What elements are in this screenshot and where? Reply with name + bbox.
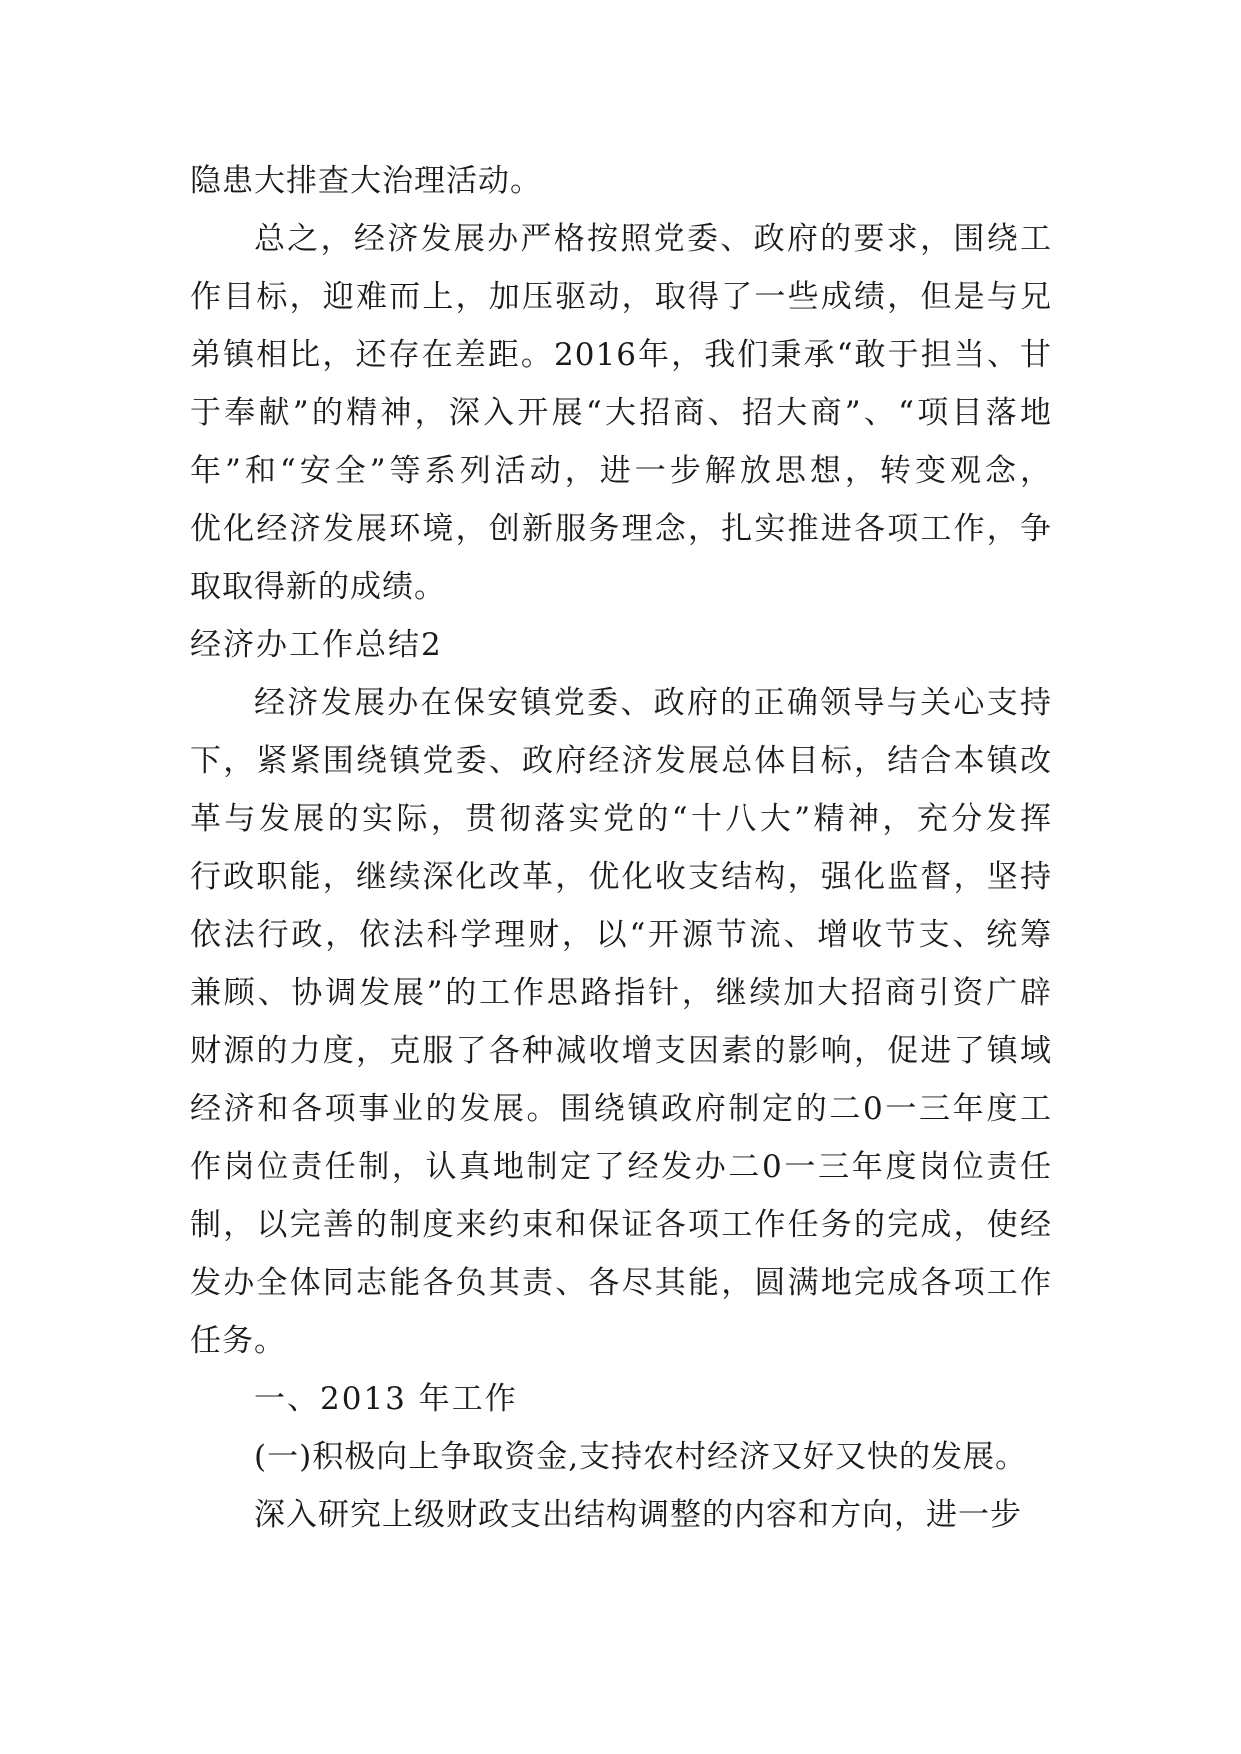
text-line: 任务。 — [190, 1323, 286, 1359]
text-line: 依法行政，依法科学理财，以“开源节流、增收节支、统筹 — [190, 917, 1052, 953]
text-line: 经济发展办在保安镇党委、政府的正确领导与关心支持 — [254, 685, 1052, 721]
text-line: 行政职能，继续深化改革，优化收支结构，强化监督，坚持 — [190, 859, 1052, 895]
text-line: 于奉献”的精神，深入开展“大招商、招大商”、“项目落地 — [190, 395, 1052, 431]
text-line: 经济和各项事业的发展。围绕镇政府制定的二0一三年度工 — [190, 1091, 1052, 1127]
text-line: 经济办工作总结2 — [190, 627, 443, 663]
paragraph-research — [190, 1486, 1052, 1544]
text-line: 隐患大排查大治理活动。 — [190, 163, 542, 199]
section-title — [190, 616, 1052, 674]
text-line: 优化经济发展环境，创新服务理念，扎实推进各项工作，争 — [190, 511, 1052, 547]
text-line: 作岗位责任制，认真地制定了经发办二0一三年度岗位责任 — [190, 1149, 1052, 1185]
text-line: 深入研究上级财政支出结构调整的内容和方向，进一步 — [254, 1497, 1022, 1533]
text-line: 总之，经济发展办严格按照党委、政府的要求，围绕工 — [254, 221, 1052, 257]
text-line: (一)积极向上争取资金,支持农村经济又好又快的发展。 — [254, 1439, 1028, 1475]
text-line: 发办全体同志能各负其责、各尽其能，圆满地完成各项工作 — [190, 1265, 1052, 1301]
text-line: 一、2013 年工作 — [254, 1381, 518, 1417]
paragraph-summary — [190, 210, 1052, 616]
text-line: 兼顾、协调发展”的工作思路指针，继续加大招商引资广辟 — [190, 975, 1052, 1011]
subheading-funding — [190, 1428, 1052, 1486]
text-line: 财源的力度，克服了各种减收增支因素的影响，促进了镇域 — [190, 1033, 1052, 1069]
text-line: 作目标，迎难而上，加压驱动，取得了一些成绩，但是与兄 — [190, 279, 1052, 315]
document-page — [190, 152, 1052, 1544]
subheading-2013-work — [190, 1370, 1052, 1428]
text-line: 下，紧紧围绕镇党委、政府经济发展总体目标，结合本镇改 — [190, 743, 1052, 779]
text-line: 弟镇相比，还存在差距。2016年，我们秉承“敢于担当、甘 — [190, 337, 1052, 373]
text-line: 制，以完善的制度来约束和保证各项工作任务的完成，使经 — [190, 1207, 1052, 1243]
paragraph-intro — [190, 674, 1052, 1370]
text-line: 取取得新的成绩。 — [190, 569, 446, 605]
text-line: 年”和“安全”等系列活动，进一步解放思想，转变观念， — [190, 453, 1052, 489]
paragraph-continued — [190, 152, 1052, 210]
text-line: 革与发展的实际，贯彻落实党的“十八大”精神，充分发挥 — [190, 801, 1052, 837]
